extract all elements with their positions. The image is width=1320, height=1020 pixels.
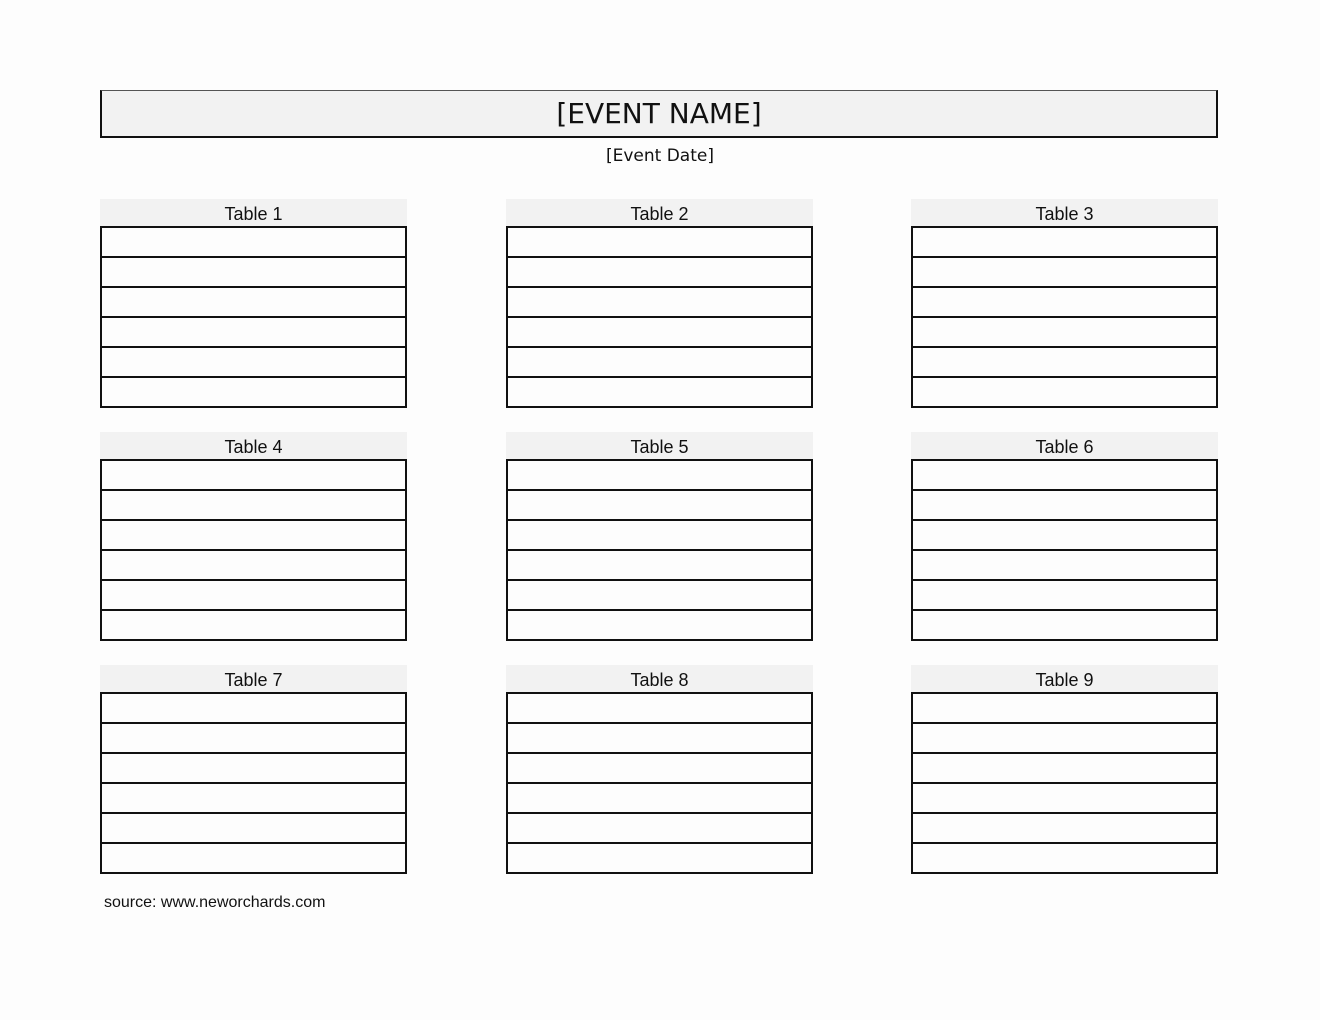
seat-row[interactable] bbox=[913, 258, 1216, 288]
seating-table bbox=[911, 665, 1218, 874]
seat-list bbox=[911, 226, 1218, 408]
seating-table bbox=[911, 199, 1218, 408]
seat-row[interactable] bbox=[102, 551, 405, 581]
seat-row[interactable] bbox=[508, 844, 811, 874]
seat-list bbox=[100, 459, 407, 641]
seat-row[interactable] bbox=[913, 348, 1216, 378]
seat-row[interactable] bbox=[913, 228, 1216, 258]
seat-row[interactable] bbox=[508, 348, 811, 378]
table-label: Table 8 bbox=[506, 665, 813, 692]
seat-row[interactable] bbox=[102, 288, 405, 318]
seat-row[interactable] bbox=[508, 378, 811, 408]
seat-row[interactable] bbox=[508, 611, 811, 641]
seat-row[interactable] bbox=[913, 461, 1216, 491]
seat-row[interactable] bbox=[508, 491, 811, 521]
seat-row[interactable] bbox=[508, 814, 811, 844]
table-label: Table 4 bbox=[100, 432, 407, 459]
seat-list bbox=[911, 459, 1218, 641]
seating-table bbox=[506, 665, 813, 874]
source-note: source: www.neworchards.com bbox=[104, 894, 326, 911]
seat-list bbox=[506, 226, 813, 408]
table-label: Table 6 bbox=[911, 432, 1218, 459]
seat-row[interactable] bbox=[102, 461, 405, 491]
seat-row[interactable] bbox=[913, 521, 1216, 551]
event-name-title: [EVENT NAME] bbox=[100, 90, 1218, 138]
seat-row[interactable] bbox=[913, 551, 1216, 581]
seat-row[interactable] bbox=[102, 228, 405, 258]
seat-row[interactable] bbox=[508, 318, 811, 348]
seat-row[interactable] bbox=[508, 754, 811, 784]
seat-row[interactable] bbox=[102, 844, 405, 874]
seating-table bbox=[100, 665, 407, 874]
event-date: [Event Date] bbox=[605, 146, 714, 166]
seating-table bbox=[506, 432, 813, 641]
seat-row[interactable] bbox=[508, 694, 811, 724]
seating-table bbox=[911, 432, 1218, 641]
seat-row[interactable] bbox=[508, 581, 811, 611]
table-label: Table 9 bbox=[911, 665, 1218, 692]
table-label: Table 2 bbox=[506, 199, 813, 226]
seat-row[interactable] bbox=[913, 288, 1216, 318]
seat-row[interactable] bbox=[913, 784, 1216, 814]
seat-row[interactable] bbox=[102, 491, 405, 521]
seat-row[interactable] bbox=[102, 694, 405, 724]
seat-row[interactable] bbox=[102, 814, 405, 844]
seat-row[interactable] bbox=[102, 784, 405, 814]
seat-row[interactable] bbox=[102, 258, 405, 288]
seat-list bbox=[506, 692, 813, 874]
seat-row[interactable] bbox=[102, 724, 405, 754]
seat-row[interactable] bbox=[913, 814, 1216, 844]
seat-list bbox=[100, 692, 407, 874]
seat-row[interactable] bbox=[102, 348, 405, 378]
seat-row[interactable] bbox=[102, 521, 405, 551]
seat-row[interactable] bbox=[102, 581, 405, 611]
seat-row[interactable] bbox=[508, 784, 811, 814]
seat-row[interactable] bbox=[508, 724, 811, 754]
seat-row[interactable] bbox=[508, 288, 811, 318]
seat-list bbox=[506, 459, 813, 641]
seat-row[interactable] bbox=[913, 491, 1216, 521]
seat-row[interactable] bbox=[913, 844, 1216, 874]
seat-row[interactable] bbox=[913, 581, 1216, 611]
seat-row[interactable] bbox=[913, 611, 1216, 641]
seat-row[interactable] bbox=[913, 318, 1216, 348]
seat-row[interactable] bbox=[508, 551, 811, 581]
seat-row[interactable] bbox=[102, 318, 405, 348]
seating-table bbox=[100, 199, 407, 408]
seat-row[interactable] bbox=[508, 461, 811, 491]
seat-row[interactable] bbox=[508, 258, 811, 288]
seating-table bbox=[506, 199, 813, 408]
seat-row[interactable] bbox=[508, 521, 811, 551]
seat-list bbox=[100, 226, 407, 408]
seat-row[interactable] bbox=[913, 378, 1216, 408]
seat-row[interactable] bbox=[913, 694, 1216, 724]
seat-row[interactable] bbox=[913, 754, 1216, 784]
table-label: Table 1 bbox=[100, 199, 407, 226]
seat-row[interactable] bbox=[102, 754, 405, 784]
seat-row[interactable] bbox=[102, 378, 405, 408]
seat-row[interactable] bbox=[508, 228, 811, 258]
seat-row[interactable] bbox=[913, 724, 1216, 754]
table-label: Table 5 bbox=[506, 432, 813, 459]
table-label: Table 7 bbox=[100, 665, 407, 692]
seat-list bbox=[911, 692, 1218, 874]
table-label: Table 3 bbox=[911, 199, 1218, 226]
seat-row[interactable] bbox=[102, 611, 405, 641]
seating-table bbox=[100, 432, 407, 641]
